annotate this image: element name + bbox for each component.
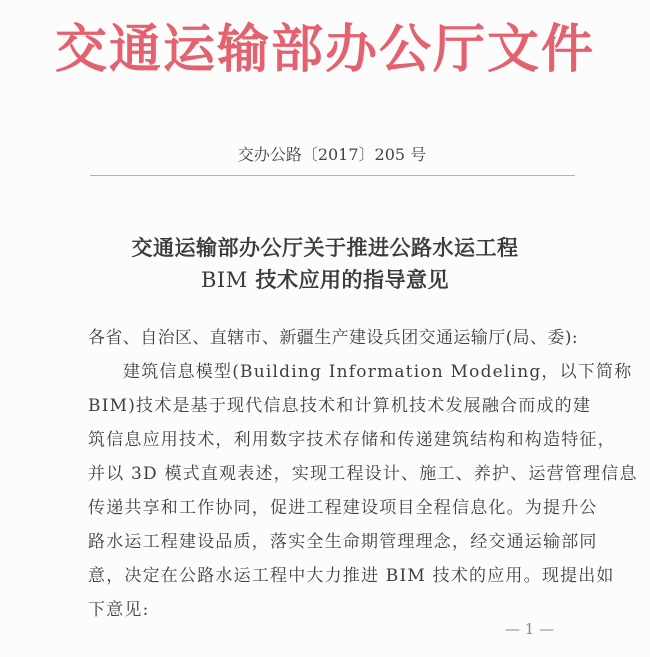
paragraph-line: 传递共享和工作协同，促进工程建设项目全程信息化。为提升公 — [88, 498, 598, 518]
paragraph-line: 下意见: — [88, 600, 150, 620]
paragraph-line: BIM)技术是基于现代信息技术和计算机技术发展融合而成的建 — [88, 396, 592, 416]
paragraph-line: 筑信息应用技术，利用数字技术存储和传递建筑结构和构造特征， — [88, 430, 616, 450]
paragraph-line: 建筑信息模型(Building Information Modeling，以下简称 — [123, 362, 633, 382]
paragraph-line: 路水运工程建设品质，落实全生命期管理理念，经交通运输部同 — [88, 532, 598, 552]
document-number: 交办公路〔2017〕205 号 — [237, 145, 427, 164]
paragraph-line: 意，决定在公路水运工程中大力推进 BIM 技术的应用。现提出如 — [88, 566, 615, 586]
paragraph-line: 并以 3D 模式直观表述，实现工程设计、施工、养护、运营管理信息 — [88, 464, 638, 484]
red-divider-rule — [90, 175, 575, 176]
addressee-line: 各省、自治区、直辖市、新疆生产建设兵团交通运输厅(局、委): — [88, 328, 578, 348]
title-line-2-rest: 技术应用的指导意见 — [247, 268, 450, 292]
document-title-line-2 — [0, 264, 650, 294]
issuer-masthead: 交通运输部办公厅文件 — [54, 19, 595, 80]
document-title-line-1: 交通运输部办公厅关于推进公路水运工程 — [131, 236, 519, 260]
page-number: — 1 — — [505, 620, 555, 638]
title-bim-term: BIM — [200, 268, 248, 292]
